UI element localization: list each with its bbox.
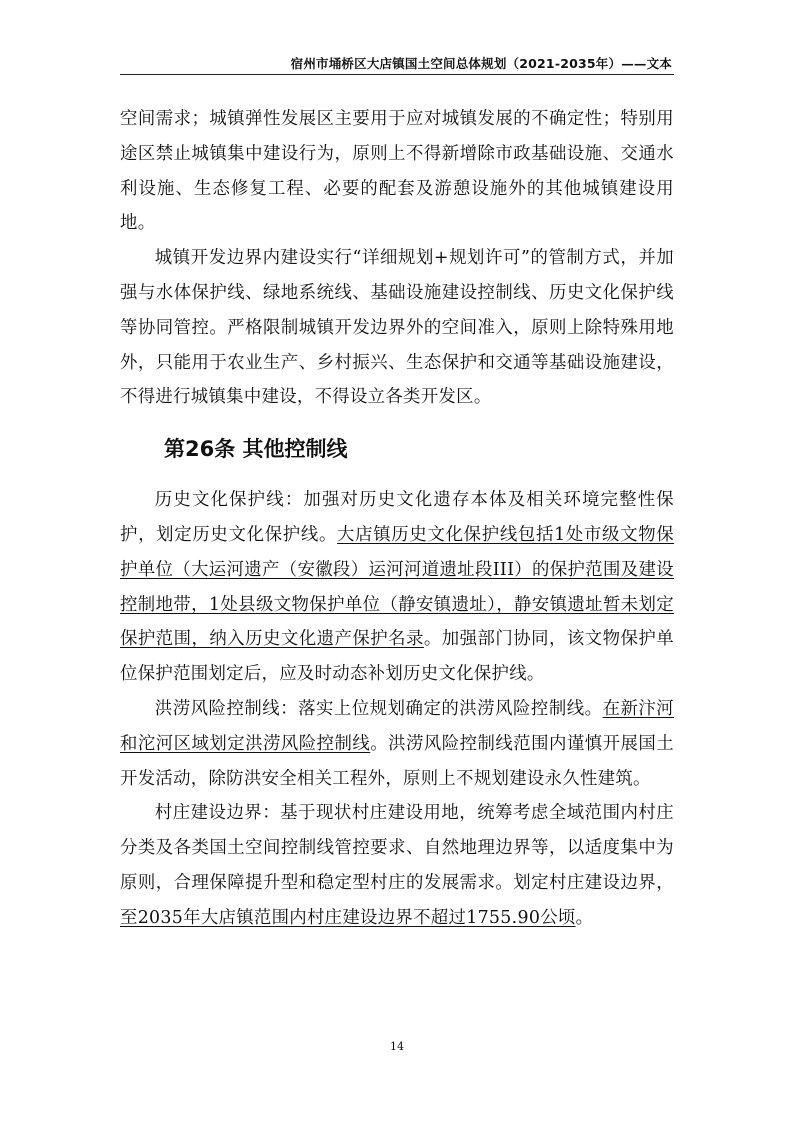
document-body bbox=[120, 102, 674, 936]
heritage-lead: 历史文化保护线：加强对历史文化遗存本体及相关环境完整性保护，划定历史文化保护线。 bbox=[120, 490, 674, 545]
flood-lead: 洪涝风险控制线：落实上位规划确定的洪涝风险控制线。 bbox=[154, 698, 603, 719]
article-heading: 第26条 其他控制线 bbox=[164, 437, 348, 462]
village-underlined: 至2035年大店镇范围内村庄建设边界不超过1755.90公顷 bbox=[120, 907, 576, 928]
paragraph-flood-line bbox=[120, 692, 674, 796]
document-title: 宿州市埇桥区大店镇国土空间总体规划（2021-2035年）——文本 bbox=[290, 56, 672, 71]
village-tail: 。 bbox=[575, 907, 594, 928]
heritage-tail: 。加强部门协同，该文物保护单位保护范围划定后，应及时动态补划历史文化保护线。 bbox=[120, 629, 674, 685]
village-lead: 村庄建设边界：基于现状村庄建设用地，统筹考虑全域范围内村庄分类及各类国土空间控制线管控要求、自然地理边界等，以适度集中为原则，合理保障提升型和稳定型村庄的发展需求。划定村庄建设边界， bbox=[120, 803, 674, 893]
paragraph-heritage-line bbox=[120, 483, 674, 692]
flood-underlined: 在新汴河和沱河区域划定洪涝风险控制线 bbox=[120, 698, 674, 754]
paragraph-village-boundary bbox=[120, 796, 674, 935]
paragraph-continuation: 空间需求；城镇弹性发展区主要用于应对城镇发展的不确定性；特别用途区禁止城镇集中建设行为，原则上不得新增除市政基础设施、交通水利设施、生态修复工程、必要的配套及游憩设施外的其他城镇建设用地。 bbox=[120, 109, 674, 234]
page-header bbox=[120, 48, 674, 75]
flood-tail: 。洪涝风险控制线范围内谨慎开展国土开发活动，除防洪安全相关工程外，原则上不规划建设永久性建筑。 bbox=[120, 733, 674, 789]
heritage-underlined: 大店镇历史文化保护线包括1处市级文物保护单位（大运河遗产（安徽段）运河河道遗址段III）的保护范围及建设控制地带，1处县级文物保护单位（静安镇遗址），静安镇遗址暂未划定保护范围，纳入历史文化遗产保护名录 bbox=[120, 524, 674, 650]
paragraph-development-boundary: 城镇开发边界内建设实行“详细规划+规划许可”的管制方式，并加强与水体保护线、绿地系统线、基础设施建设控制线、历史文化保护线等协同管控。严格限制城镇开发边界外的空间准入，原则上除特殊用地外，只能用于农业生产、乡村振兴、生态保护和交通等基础设施建设，不得进行城镇集中建设，不得设立各类开发区。 bbox=[120, 248, 674, 408]
page-number: 14 bbox=[390, 1040, 404, 1053]
